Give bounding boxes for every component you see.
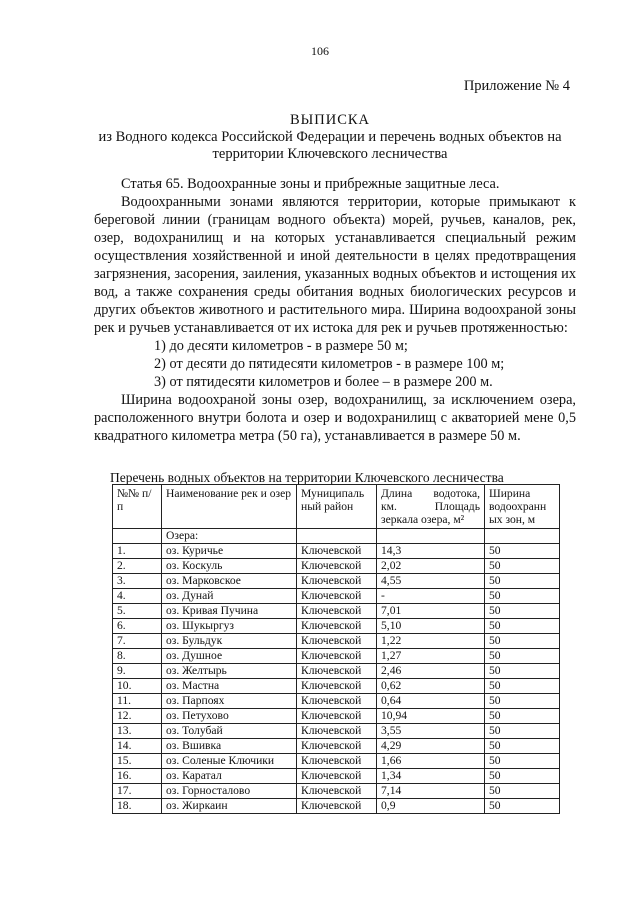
cell-municipal: Ключевской <box>297 589 377 604</box>
cell-municipal: Ключевской <box>297 634 377 649</box>
cell-width: 50 <box>485 694 560 709</box>
table-row <box>113 784 560 799</box>
cell-width: 50 <box>485 589 560 604</box>
article-paragraph-1: Водоохранными зонами являются территории, которые примыкают к береговой линии (границам водного объекта) морей, ручьев, каналов, рек, озер, водохранилищ и на которых устанавливается специальный режим осуществления хозяйственной и иной деятельности в целях предотвращения загрязнения, засорения, заиления, указанных водных объектов и истощения их вод, а также сохранения среды обитания водных биологических ресурсов и других объектов животного и растительного мира. Ширина водоохраной зоны рек и ручьев устанавливается от их истока для рек и ручьев протяженностью: <box>94 194 576 336</box>
cell-width: 50 <box>485 709 560 724</box>
cell-municipal: Ключевской <box>297 649 377 664</box>
cell-width: 50 <box>485 604 560 619</box>
cell-length: 7,01 <box>377 604 485 619</box>
cell-name: оз. Парпоях <box>162 694 297 709</box>
cell-num: 3. <box>113 574 162 589</box>
article-paragraph-2: Ширина водоохраной зоны озер, водохранилищ, за исключением озера, расположенного внутри болота и озер и водохранилищ с акваторией мене 0,5 квадратного километра метра (50 га), устанавливается в размере 50 м. <box>94 392 576 444</box>
cell-num: 6. <box>113 619 162 634</box>
cell-length: 7,14 <box>377 784 485 799</box>
cell-length: 14,3 <box>377 544 485 559</box>
cell-name: оз. Мастна <box>162 679 297 694</box>
cell-municipal: Ключевской <box>297 574 377 589</box>
cell-name: оз. Толубай <box>162 724 297 739</box>
header-width: Ширина водоохранн ых зон, м <box>485 485 560 529</box>
cell-name: оз. Куричье <box>162 544 297 559</box>
cell-width: 50 <box>485 679 560 694</box>
cell-length: 10,94 <box>377 709 485 724</box>
cell-name: оз. Дунай <box>162 589 297 604</box>
cell-municipal: Ключевской <box>297 769 377 784</box>
cell-width: 50 <box>485 754 560 769</box>
table-caption: Перечень водных объектов на территории Ключевского лесничества <box>110 470 504 485</box>
table-row <box>113 619 560 634</box>
cell-municipal: Ключевской <box>297 619 377 634</box>
cell-length: 1,27 <box>377 649 485 664</box>
cell-num: 12. <box>113 709 162 724</box>
table-row <box>113 739 560 754</box>
cell-name: оз. Горносталово <box>162 784 297 799</box>
table-cell <box>485 529 560 544</box>
table-cell <box>113 529 162 544</box>
cell-length: 1,66 <box>377 754 485 769</box>
cell-length: 0,9 <box>377 799 485 814</box>
table-row <box>113 754 560 769</box>
table-row <box>113 799 560 814</box>
cell-length: - <box>377 589 485 604</box>
cell-num: 13. <box>113 724 162 739</box>
cell-length: 4,55 <box>377 574 485 589</box>
cell-num: 7. <box>113 634 162 649</box>
cell-num: 18. <box>113 799 162 814</box>
cell-num: 9. <box>113 664 162 679</box>
table-row <box>113 724 560 739</box>
cell-length: 1,22 <box>377 634 485 649</box>
header-num: №№ п/п <box>113 485 162 529</box>
cell-length: 1,34 <box>377 769 485 784</box>
section-label: Озера: <box>162 529 297 544</box>
cell-num: 14. <box>113 739 162 754</box>
cell-num: 8. <box>113 649 162 664</box>
table-cell <box>377 529 485 544</box>
cell-name: оз. Вшивка <box>162 739 297 754</box>
cell-municipal: Ключевской <box>297 604 377 619</box>
cell-width: 50 <box>485 619 560 634</box>
cell-num: 10. <box>113 679 162 694</box>
cell-width: 50 <box>485 664 560 679</box>
list-item: 3) от пятидесяти километров и более – в размере 200 м. <box>154 374 493 390</box>
title-block <box>60 112 600 163</box>
table-row <box>113 574 560 589</box>
table-row <box>113 709 560 724</box>
cell-municipal: Ключевской <box>297 754 377 769</box>
cell-length: 3,55 <box>377 724 485 739</box>
cell-length: 2,02 <box>377 559 485 574</box>
list-item: 1) до десяти километров - в размере 50 м; <box>154 338 408 354</box>
title-subtitle-line-2: территории Ключевского лесничества <box>212 146 448 162</box>
table-header-row <box>113 485 560 529</box>
cell-municipal: Ключевской <box>297 679 377 694</box>
list-item: 2) от десяти до пятидесяти километров - в размере 100 м; <box>154 356 505 372</box>
cell-municipal: Ключевской <box>297 559 377 574</box>
cell-width: 50 <box>485 799 560 814</box>
cell-width: 50 <box>485 574 560 589</box>
cell-name: оз. Соленые Ключики <box>162 754 297 769</box>
cell-num: 1. <box>113 544 162 559</box>
cell-municipal: Ключевской <box>297 739 377 754</box>
cell-length: 0,62 <box>377 679 485 694</box>
cell-name: оз. Петухово <box>162 709 297 724</box>
cell-name: оз. Марковское <box>162 574 297 589</box>
cell-municipal: Ключевской <box>297 724 377 739</box>
table-row <box>113 664 560 679</box>
cell-num: 5. <box>113 604 162 619</box>
cell-length: 2,46 <box>377 664 485 679</box>
cell-num: 15. <box>113 754 162 769</box>
cell-width: 50 <box>485 724 560 739</box>
cell-name: оз. Душное <box>162 649 297 664</box>
cell-length: 0,64 <box>377 694 485 709</box>
cell-municipal: Ключевской <box>297 664 377 679</box>
cell-name: оз. Желтырь <box>162 664 297 679</box>
header-length: Длина водотока, км. Площадь зеркала озера, м² <box>377 485 485 529</box>
cell-num: 11. <box>113 694 162 709</box>
article-heading: Статья 65. Водоохранные зоны и прибрежные защитные леса. <box>121 176 500 192</box>
table-row <box>113 634 560 649</box>
cell-width: 50 <box>485 559 560 574</box>
table-row <box>113 604 560 619</box>
cell-name: оз. Жиркаин <box>162 799 297 814</box>
cell-name: оз. Бульдук <box>162 634 297 649</box>
cell-num: 2. <box>113 559 162 574</box>
header-name: Наименование рек и озер <box>162 485 297 529</box>
table-row <box>113 589 560 604</box>
cell-municipal: Ключевской <box>297 799 377 814</box>
cell-length: 4,29 <box>377 739 485 754</box>
cell-num: 17. <box>113 784 162 799</box>
cell-name: оз. Каратал <box>162 769 297 784</box>
cell-municipal: Ключевской <box>297 694 377 709</box>
table-row <box>113 544 560 559</box>
page-number: 106 <box>311 44 329 58</box>
cell-length: 5,10 <box>377 619 485 634</box>
cell-name: оз. Кривая Пучина <box>162 604 297 619</box>
title-subtitle-line-1: из Водного кодекса Российской Федерации и перечень водных объектов на <box>98 129 562 145</box>
cell-width: 50 <box>485 544 560 559</box>
cell-num: 16. <box>113 769 162 784</box>
cell-name: оз. Коскуль <box>162 559 297 574</box>
header-municipal: Муниципаль ный район <box>297 485 377 529</box>
section-row <box>113 529 560 544</box>
table-row <box>113 769 560 784</box>
cell-width: 50 <box>485 784 560 799</box>
cell-width: 50 <box>485 634 560 649</box>
cell-num: 4. <box>113 589 162 604</box>
cell-width: 50 <box>485 739 560 754</box>
table-row <box>113 679 560 694</box>
table-row <box>113 649 560 664</box>
table-cell <box>297 529 377 544</box>
table-row <box>113 559 560 574</box>
document-title: ВЫПИСКА <box>289 112 371 128</box>
appendix-label: Приложение № 4 <box>463 78 570 94</box>
cell-municipal: Ключевской <box>297 784 377 799</box>
cell-width: 50 <box>485 769 560 784</box>
cell-municipal: Ключевской <box>297 544 377 559</box>
cell-name: оз. Шукыргуз <box>162 619 297 634</box>
water-objects-table <box>112 484 560 814</box>
cell-width: 50 <box>485 649 560 664</box>
table-row <box>113 694 560 709</box>
cell-municipal: Ключевской <box>297 709 377 724</box>
article-body <box>94 175 576 445</box>
